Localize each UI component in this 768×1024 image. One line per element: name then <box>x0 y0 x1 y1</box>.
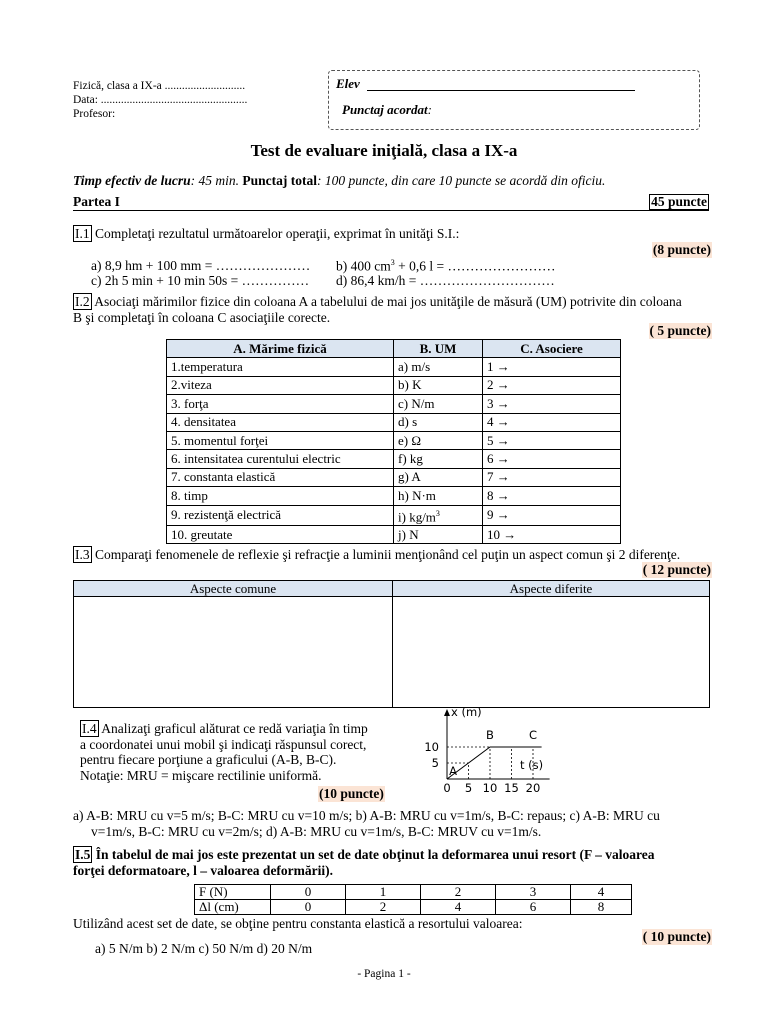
table-row: 3. forţa c) N/m 3 → <box>167 395 621 413</box>
q1-item-c: c) 2h 5 min + 10 min 50s = …………… <box>91 273 310 288</box>
y-axis-arrow <box>444 709 450 716</box>
student-name-line[interactable] <box>367 90 635 91</box>
answer-cell[interactable]: 9 → <box>483 505 621 525</box>
point-label: C <box>528 728 538 742</box>
q1-number: I.1 <box>75 226 90 241</box>
q1-item-d: d) 86,4 km/h = ………………………… <box>336 273 555 288</box>
student-box <box>328 70 700 130</box>
q5-points: ( 10 puncte) <box>642 929 711 944</box>
q2-header-b: B. UM <box>394 340 483 358</box>
x-axis-label: t (s) <box>520 758 544 772</box>
q2-association-table <box>166 339 621 544</box>
q2-header-a: A. Mărime fizică <box>167 340 394 358</box>
q2-header-c: C. Asociere <box>483 340 621 358</box>
x-tick-label: 10 <box>482 781 498 795</box>
table-row: 9. rezistenţă electrică i) $kg/m^3$ 9 → <box>167 505 621 525</box>
q5-options: a) 5 N/m b) 2 N/m c) 50 N/m d) 20 N/m <box>95 941 313 956</box>
q3-header-common: Aspecte comune <box>74 581 393 597</box>
q4-statement: I.4 Analizaţi graficul alăturat ce redă variaţia în timp a coordonatei unui mobil şi indicaţi răspunsul corect, pentru fiecare porţiune a graficului (A-B, B-C). Notaţie: MRU = mişcare rectilinie uniformă. <box>80 721 368 783</box>
position-time-chart <box>420 700 720 800</box>
header-teacher: Profesor: <box>73 108 116 120</box>
q2-number: I.2 <box>75 294 90 309</box>
y-tick-label: 5 <box>431 756 439 770</box>
page-footer: - Pagina 1 - <box>357 968 411 980</box>
table-row: 8. timp h) N·m 8 → <box>167 487 621 505</box>
q3-comparison-table <box>73 580 710 708</box>
q1-points: (8 puncte) <box>652 242 711 257</box>
page-title: Test de evaluare iniţială, clasa a IX-a <box>250 141 518 160</box>
y-axis-label: x (m) <box>451 705 482 719</box>
table-row: 10. greutate j) N 10 → <box>167 525 621 543</box>
x-tick-label: 0 <box>443 781 451 795</box>
score-label: Punctaj acordat: <box>342 102 432 117</box>
header-subject: Fizică, clasa a IX-a ............................ <box>73 80 246 92</box>
q3-common-answer[interactable] <box>74 597 393 708</box>
answer-cell[interactable]: 3 → <box>483 395 621 413</box>
q4-points: (10 puncte) <box>319 786 384 801</box>
q5-number: I.5 <box>75 847 91 862</box>
table-row: 6. intensitatea curentului electric f) kg 6 → <box>167 450 621 468</box>
q3-header-different: Aspecte diferite <box>393 581 710 597</box>
table-row: 5. momentul forţei e) Ω 5 → <box>167 431 621 449</box>
answer-cell[interactable]: 8 → <box>483 487 621 505</box>
point-label: A <box>449 764 457 778</box>
answer-cell[interactable]: 10 → <box>483 525 621 543</box>
table-row: F (N) 0 1 2 3 4 <box>195 885 632 900</box>
x-tick-label: 20 <box>525 781 541 795</box>
part-label: Partea I <box>73 194 120 209</box>
part-heading <box>73 194 709 211</box>
q5-data-table <box>194 884 632 915</box>
answer-cell[interactable]: 4 → <box>483 413 621 431</box>
x-tick-label: 15 <box>504 781 519 795</box>
time-info: Timp efectiv de lucru: 45 min. Punctaj total: 100 puncte, din care 10 puncte se acordă din oficiu. <box>73 173 606 188</box>
q1-item-a: a) 8,9 hm + 100 mm = ………………… <box>91 258 311 273</box>
q3-number: I.3 <box>75 547 90 562</box>
header-info <box>73 79 247 121</box>
table-row: Δl (cm) 0 2 4 6 8 <box>195 900 632 915</box>
table-row: 4. densitatea d) s 4 → <box>167 413 621 431</box>
x-tick-label: 5 <box>464 781 473 795</box>
q1-statement: I.1 Completaţi rezultatul următoarelor operaţii, exprimat în unităţi S.I.: <box>75 226 460 241</box>
q5-statement: I.5 În tabelul de mai jos este prezentat un set de date obţinut la deformarea unui resort (F – valoarea forţei deformatoare, l – valoarea deformării). <box>73 847 655 878</box>
table-row: 2.viteza b) K 2 → <box>167 376 621 394</box>
table-row: 1.temperatura a) m/s 1 → <box>167 358 621 376</box>
q3-statement: I.3 Comparaţi fenomenele de reflexie şi refracţie a luminii menţionând cel puţin un aspect comun şi 2 diferenţe. <box>75 547 681 562</box>
point-label: B <box>486 728 494 742</box>
y-tick-label: 10 <box>424 740 439 754</box>
part-points: 45 puncte <box>651 194 707 209</box>
q2-points: ( 5 puncte) <box>649 323 711 338</box>
header-date: Data: ................................................... <box>73 94 248 106</box>
table-row: 7. constanta elastică g) A 7 → <box>167 468 621 486</box>
student-label: Elev <box>336 76 360 91</box>
q5-question: Utilizând acest set de date, se obţine pentru constanta elastică a resortului valoarea: <box>73 916 523 931</box>
q1-item-b: b) 400 $cm^3 + 0,6$ l = …………………… <box>336 258 556 274</box>
answer-cell[interactable]: 6 → <box>483 450 621 468</box>
answer-cell[interactable]: 1 → <box>483 358 621 376</box>
answer-cell[interactable]: 5 → <box>483 431 621 449</box>
q3-points: ( 12 puncte) <box>642 562 711 577</box>
q4-answers: a) A-B: MRU cu v=5 m/s; B-C: MRU cu v=10 m/s; b) A-B: MRU cu v=1m/s, B-C: repaus; c) A-B: MRU cu v=1m/s, B-C: MRU cu v=2m/s; d) A-B: MRU cu v=1m/s, B-C: MRUV cu v=1m/s. <box>73 808 660 839</box>
q2-statement: I.2 Asociaţi mărimilor fizice din coloana A a tabelului de mai jos unităţile de măsură (UM) potrivite din coloana B şi completaţi în coloana C asociaţiile corecte. <box>73 294 682 325</box>
q3-different-answer[interactable] <box>393 597 710 708</box>
q4-number: I.4 <box>82 721 97 736</box>
answer-cell[interactable]: 7 → <box>483 468 621 486</box>
answer-cell[interactable]: 2 → <box>483 376 621 394</box>
